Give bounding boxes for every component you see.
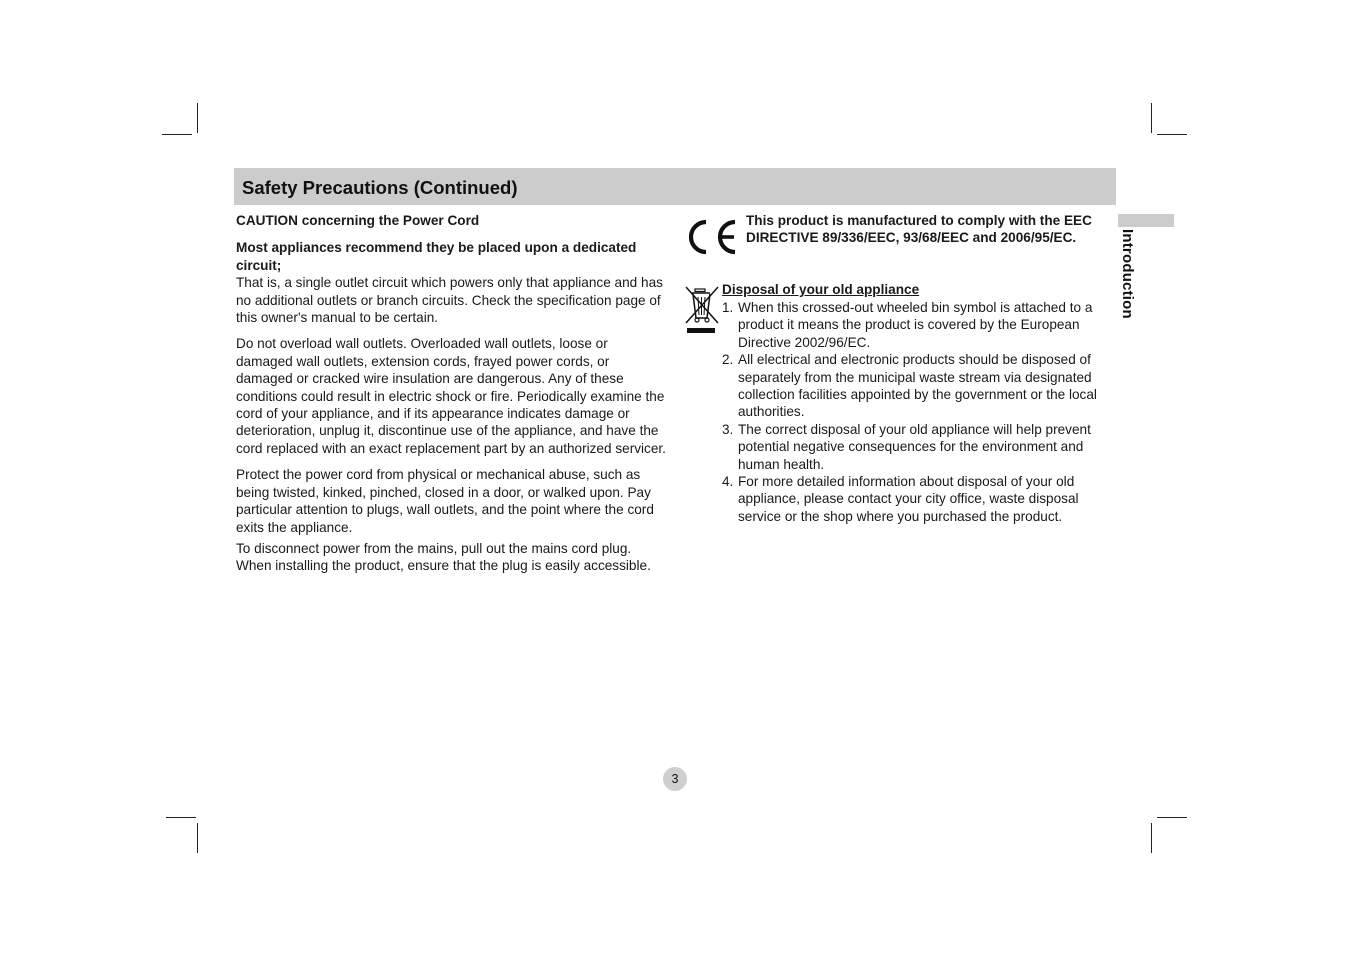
crossed-out-wheeled-bin-icon [684, 285, 720, 335]
paragraph-single-outlet: That is, a single outlet circuit which powers only that appliance and has no additional outlets or branch circuits. Check the specification page of this owner's manual to be certain. [236, 275, 663, 326]
page-number: 3 [663, 767, 687, 791]
side-tab-label: Introduction [1119, 229, 1136, 319]
disposal-list [722, 299, 1114, 525]
disposal-heading: Disposal of your old appliance [722, 282, 920, 297]
crop-mark [197, 823, 198, 853]
side-tab [1118, 214, 1174, 227]
list-item: 3. The correct disposal of your old appliance will help prevent potential negative consequences for the environment and human health. [722, 421, 1091, 472]
crop-mark [1157, 817, 1187, 818]
crop-mark [1151, 823, 1152, 853]
paragraph-protect-cord: Protect the power cord from physical or mechanical abuse, such as being twisted, kinked, pinched, closed in a door, or walked upon. Pay particular attention to plugs, wall outlets, and the point where the cord exits the appliance. [236, 467, 654, 535]
dedicated-circuit-heading: Most appliances recommend they be placed upon a dedicated circuit; [236, 240, 637, 273]
crop-mark [1151, 103, 1152, 133]
list-item: 4. For more detailed information about disposal of your old appliance, please contact your city office, waste disposal service or the shop where you purchased the product. [722, 474, 1079, 524]
ce-mark-icon [684, 216, 738, 258]
paragraph-disconnect: To disconnect power from the mains, pull out the mains cord plug. When installing the product, ensure that the plug is easily accessible. [236, 540, 651, 574]
left-column [236, 212, 668, 575]
crop-mark [166, 817, 196, 818]
paragraph-overload: Do not overload wall outlets. Overloaded wall outlets, loose or damaged wall outlets, extension cords, frayed power cords, or damaged or cracked wire insulation are dangerous. Any of these conditions could result in electric shock or fire. Periodically examine the cord of your appliance, and if its appearance indicates damage or deterioration, unplug it, discontinue use of the appliance, and have the cord replaced with an exact replacement part by an authorized servicer. [236, 336, 666, 456]
ce-compliance-text: This product is manufactured to comply with the EEC DIRECTIVE 89/336/EEC, 93/68/EEC and 2006/95/EC. [746, 213, 1092, 246]
crop-mark [1157, 134, 1187, 135]
crop-mark [162, 134, 192, 135]
section-header [234, 168, 1116, 205]
list-item: 2. All electrical and electronic products should be disposed of separately from the municipal waste stream via designated collection facilities appointed by the government or the local authorities. [722, 352, 1097, 420]
page-title: Safety Precautions (Continued) [242, 177, 518, 198]
crop-mark [197, 103, 198, 133]
caution-heading: CAUTION concerning the Power Cord [236, 213, 480, 228]
list-item: 1. When this crossed-out wheeled bin symbol is attached to a product it means the product is covered by the European Directive 2002/96/EC. [722, 300, 1093, 350]
